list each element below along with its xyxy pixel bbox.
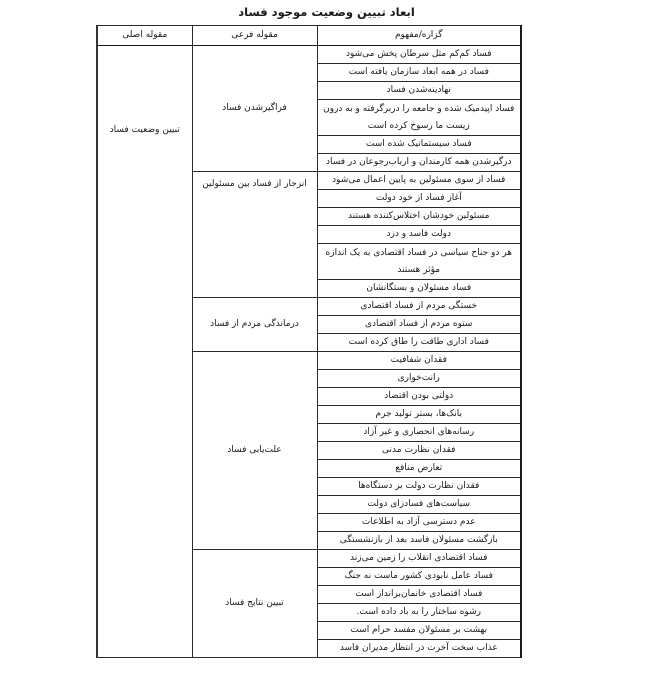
subcategory-cell: علت‌یابی فساد bbox=[192, 352, 317, 550]
concept-cell: فقدان شفافیت bbox=[317, 352, 521, 370]
concept-cell: فساد از سوی مسئولین به پایین اعمال می‌شود bbox=[317, 172, 521, 190]
concept-cell: فقدان نظارت مدنی bbox=[317, 442, 521, 460]
concept-cell: فساد اقتصادی خانمان‌برانداز است bbox=[317, 586, 521, 604]
concept-cell: فساد سیستماتیک شده است bbox=[317, 136, 521, 154]
concept-cell: بازگشت مسئولان فاسد بعد از بازنشستگی bbox=[317, 532, 521, 550]
concept-cell: دولتی بودن اقتصاد bbox=[317, 388, 521, 406]
concept-cell: آغاز فساد از خود دولت bbox=[317, 190, 521, 208]
concept-cell: درگیرشدن همه کارمندان و ارباب‌رجوعان در فساد bbox=[317, 154, 521, 172]
concept-cell: دولت فاسد و دزد bbox=[317, 226, 521, 244]
concept-cell: فساد کم‌کم مثل سرطان پخش می‌شود bbox=[317, 46, 521, 64]
table-row bbox=[97, 46, 521, 64]
concept-cell: بانک‌ها، بستر تولید جرم bbox=[317, 406, 521, 424]
concept-cell: فساد مسئولان و بستگانشان bbox=[317, 280, 521, 298]
header-main-category: مقوله اصلی bbox=[97, 26, 192, 46]
concept-cell: ستوه مردم از فساد اقتصادی bbox=[317, 316, 521, 334]
concept-cell: عذاب سخت آخرت در انتظار مدیران فاسد bbox=[317, 640, 521, 658]
subcategory-cell: درماندگی مردم از فساد bbox=[192, 298, 317, 352]
data-table bbox=[96, 25, 522, 658]
concept-cell: مسئولین خودشان اختلاس‌کننده هستند bbox=[317, 208, 521, 226]
concept-cell: رشوه ساختار را به باد داده است. bbox=[317, 604, 521, 622]
main-category-label: تبیین وضعیت فساد bbox=[109, 125, 180, 135]
subcategory-cell: انزجار از فساد بین مسئولین bbox=[192, 172, 317, 298]
header-concept: گزاره/مفهوم bbox=[317, 26, 521, 46]
concept-cell: فقدان نظارت دولت بر دستگاه‌ها bbox=[317, 478, 521, 496]
document-title: ابعاد تبیین وضعیت موجود فساد bbox=[238, 5, 415, 19]
concept-cell: فساد اداری طاقت را طاق کرده است bbox=[317, 334, 521, 352]
concept-cell: رانت‌خواری bbox=[317, 370, 521, 388]
main-category-cell bbox=[97, 46, 192, 658]
subcategory-cell: تبیین نتایج فساد bbox=[192, 550, 317, 658]
concept-cell: خستگی مردم از فساد اقتصادی bbox=[317, 298, 521, 316]
header-row bbox=[97, 26, 521, 46]
concept-cell: فساد اپیدمیک شده و جامعه را دربرگرفته و به درون زیست ما رسوخ کرده است bbox=[317, 100, 521, 136]
concept-cell: نهادینه‌شدن فساد bbox=[317, 82, 521, 100]
header-subcategory: مقوله فرعی bbox=[192, 26, 317, 46]
subcategory-cell: فراگیرشدن فساد bbox=[192, 46, 317, 172]
concept-cell: سیاست‌های فسادزای دولت bbox=[317, 496, 521, 514]
concept-cell: فساد در همه ابعاد سازمان یافته است bbox=[317, 64, 521, 82]
concept-cell: هر دو جناح سیاسی در فساد اقتصادی به یک اندازه مؤثر هستند bbox=[317, 244, 521, 280]
corruption-dimensions-table bbox=[96, 25, 520, 658]
concept-cell: رسانه‌های انحصاری و غیر آزاد bbox=[317, 424, 521, 442]
concept-cell: تعارض منافع bbox=[317, 460, 521, 478]
concept-cell: عدم دسترسی آزاد به اطلاعات bbox=[317, 514, 521, 532]
concept-cell: فساد اقتصادی انقلاب را زمین می‌زند bbox=[317, 550, 521, 568]
concept-cell: فساد عامل نابودی کشور ماست نه جنگ bbox=[317, 568, 521, 586]
concept-cell: بهشت بر مسئولان مفسد حرام است bbox=[317, 622, 521, 640]
